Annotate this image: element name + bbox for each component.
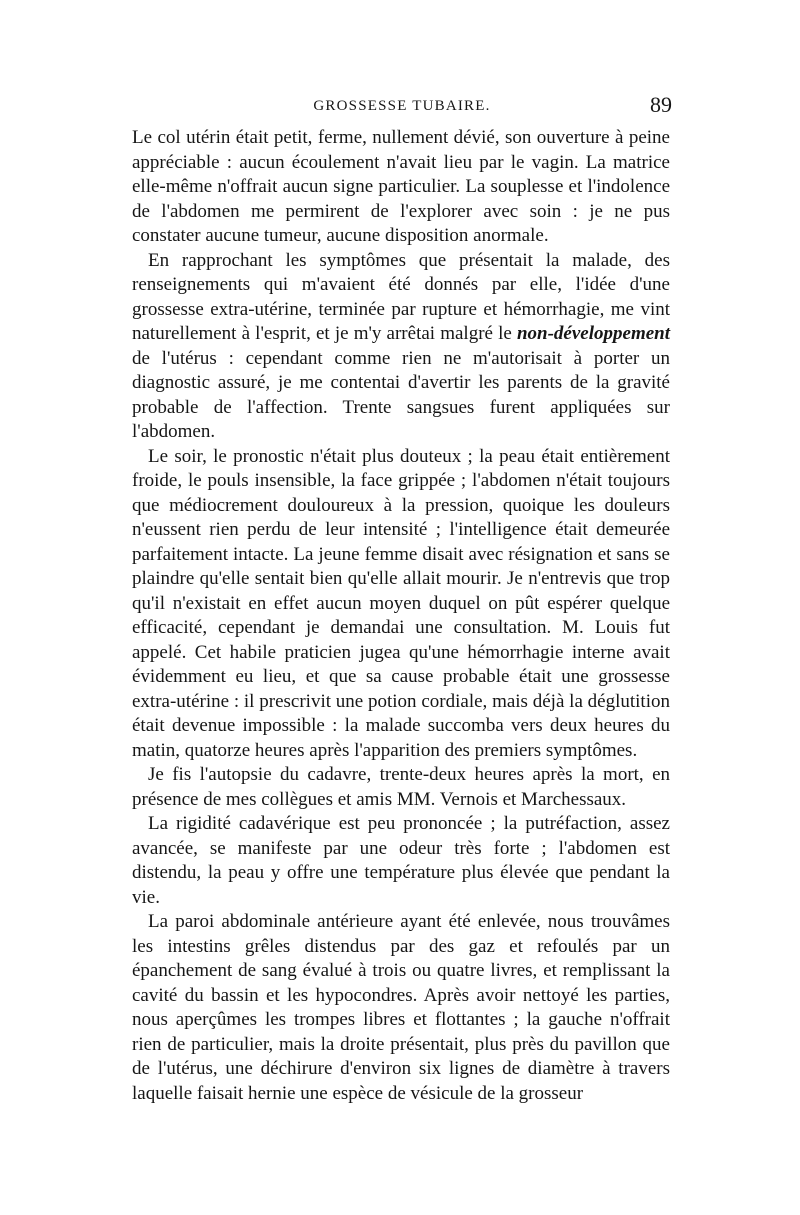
paragraph-abdominal-findings: La paroi abdominale antérieure ayant été enlevée, nous trouvâmes les intestins grêles distendus par des gaz et refoulés par un épanchement de sang évalué à trois ou quatre livres, et remplissant la cavité du bassin et les hypocondres. Après avoir nettoyé les parties, nous aperçûmes les trompes libres et flottantes ; la gauche n'offrait rien de particulier, mais la droite présentait, plus près du pavillon que de l'utérus, une déchirure d'environ six lignes de diamètre à travers laquelle faisait hernie une espèce de vésicule de la grosseur [132, 911, 670, 1104]
paragraph-diagnosis-after: de l'utérus : cependant comme rien ne m'autorisait à porter un diagnostic assuré, je me contentai d'avertir les parents de la gravité probable de l'affection. Trente sangsues furent appliquées sur l'abdomen. [132, 347, 670, 442]
paragraph-diagnosis [132, 249, 670, 445]
emphasis-non-developpement: non-développement [516, 323, 670, 344]
paragraph-autopsy-intro: Je fis l'autopsie du cadavre, trente-deux heures après la mort, en présence de mes collègues et amis MM. Vernois et Marchessaux. [132, 764, 670, 810]
paragraph-diagnosis-before: En rapprochant les symptômes que présentait la malade, des renseignements qui m'avaient été donnés par elle, l'idée d'une grossesse extra-utérine, terminée par rupture et hémorrhagie, me vint naturellement à l'esprit, et je m'y arrêtai malgré le [132, 249, 670, 344]
running-title: GROSSESSE TUBAIRE. [313, 98, 491, 114]
page-number: 89 [650, 92, 672, 117]
running-head [132, 92, 672, 122]
body-text [132, 126, 670, 1106]
paragraph-cadaver-state: La rigidité cadavérique est peu prononcée ; la putréfaction, assez avancée, se manifeste par une odeur très forte ; l'abdomen est distendu, la peau y offre une température plus élevée que pendant la vie. [132, 813, 670, 908]
paragraph-evening-prognosis: Le soir, le pronostic n'était plus douteux ; la peau était entièrement froide, le pouls insensible, la face grippée ; l'abdomen n'était toujours que médiocrement douloureux à la pression, quoique les douleurs n'eussent rien perdu de leur intensité ; l'intelligence était demeurée parfaitement intacte. La jeune femme disait avec résignation et sans se plaindre qu'elle sentait bien qu'elle allait mourir. Je n'entrevis que trop qu'il n'existait en effet aucun moyen duquel on pût espérer quelque efficacité, cependant je demandai une consultation. M. Louis fut appelé. Cet habile praticien jugea qu'une hémorrhagie interne avait évidemment eu lieu, et que sa cause probable était une grossesse extra-utérine : il prescrivit une potion cordiale, mais déjà la déglutition était devenue impossible : la malade succomba vers deux heures du matin, quatorze heures après l'apparition des premiers symptômes. [132, 445, 670, 761]
paragraph-cervix-exam: Le col utérin était petit, ferme, nullement dévié, son ouverture à peine appréciable : aucun écoulement n'avait lieu par le vagin. La matrice elle-même n'offrait aucun signe particulier. La souplesse et l'indolence de l'abdomen me permirent de l'explorer avec soin : je ne pus constater aucune tumeur, aucune disposition anormale. [132, 127, 670, 246]
